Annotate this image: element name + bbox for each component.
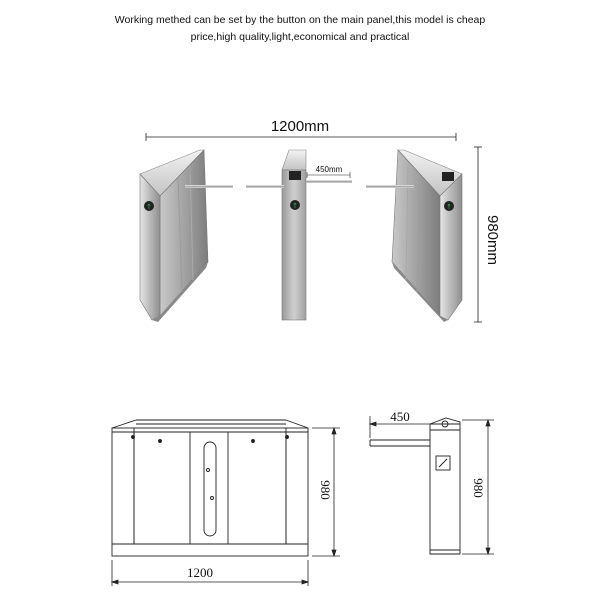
right-cabinet [392,150,462,322]
right-card-reader [442,172,454,181]
render-arm-dimension [307,165,350,178]
right-arm [366,185,414,188]
caption-line-2: price,high quality,light,economical and practical [190,31,410,43]
side-arm-label: 450 [390,409,410,424]
svg-text:↑: ↑ [292,202,298,210]
front-view-drawing [112,420,308,556]
caption-line-1: Working methed can be set by the button on the main panel,this model is cheap [114,14,486,26]
side-view-drawing [370,418,460,554]
left-cabinet [140,150,208,322]
render-height-dimension [474,147,501,322]
svg-text:↑: ↑ [146,203,152,211]
front-width-label: 1200 [187,565,213,580]
left-arm [185,185,233,188]
center-post [282,150,306,320]
center-arm-right [306,180,352,183]
render-width-dimension [146,118,456,141]
side-height-label: 980 [471,478,486,498]
center-arm-left [246,185,284,188]
render-arm-label: 450mm [315,165,343,174]
svg-text:↑: ↑ [446,203,452,211]
render-3d [140,118,501,322]
front-height-label: 980 [318,480,333,500]
render-height-label: 980mm [484,214,501,266]
center-card-reader [289,171,301,180]
render-width-label: 1200mm [270,118,330,135]
